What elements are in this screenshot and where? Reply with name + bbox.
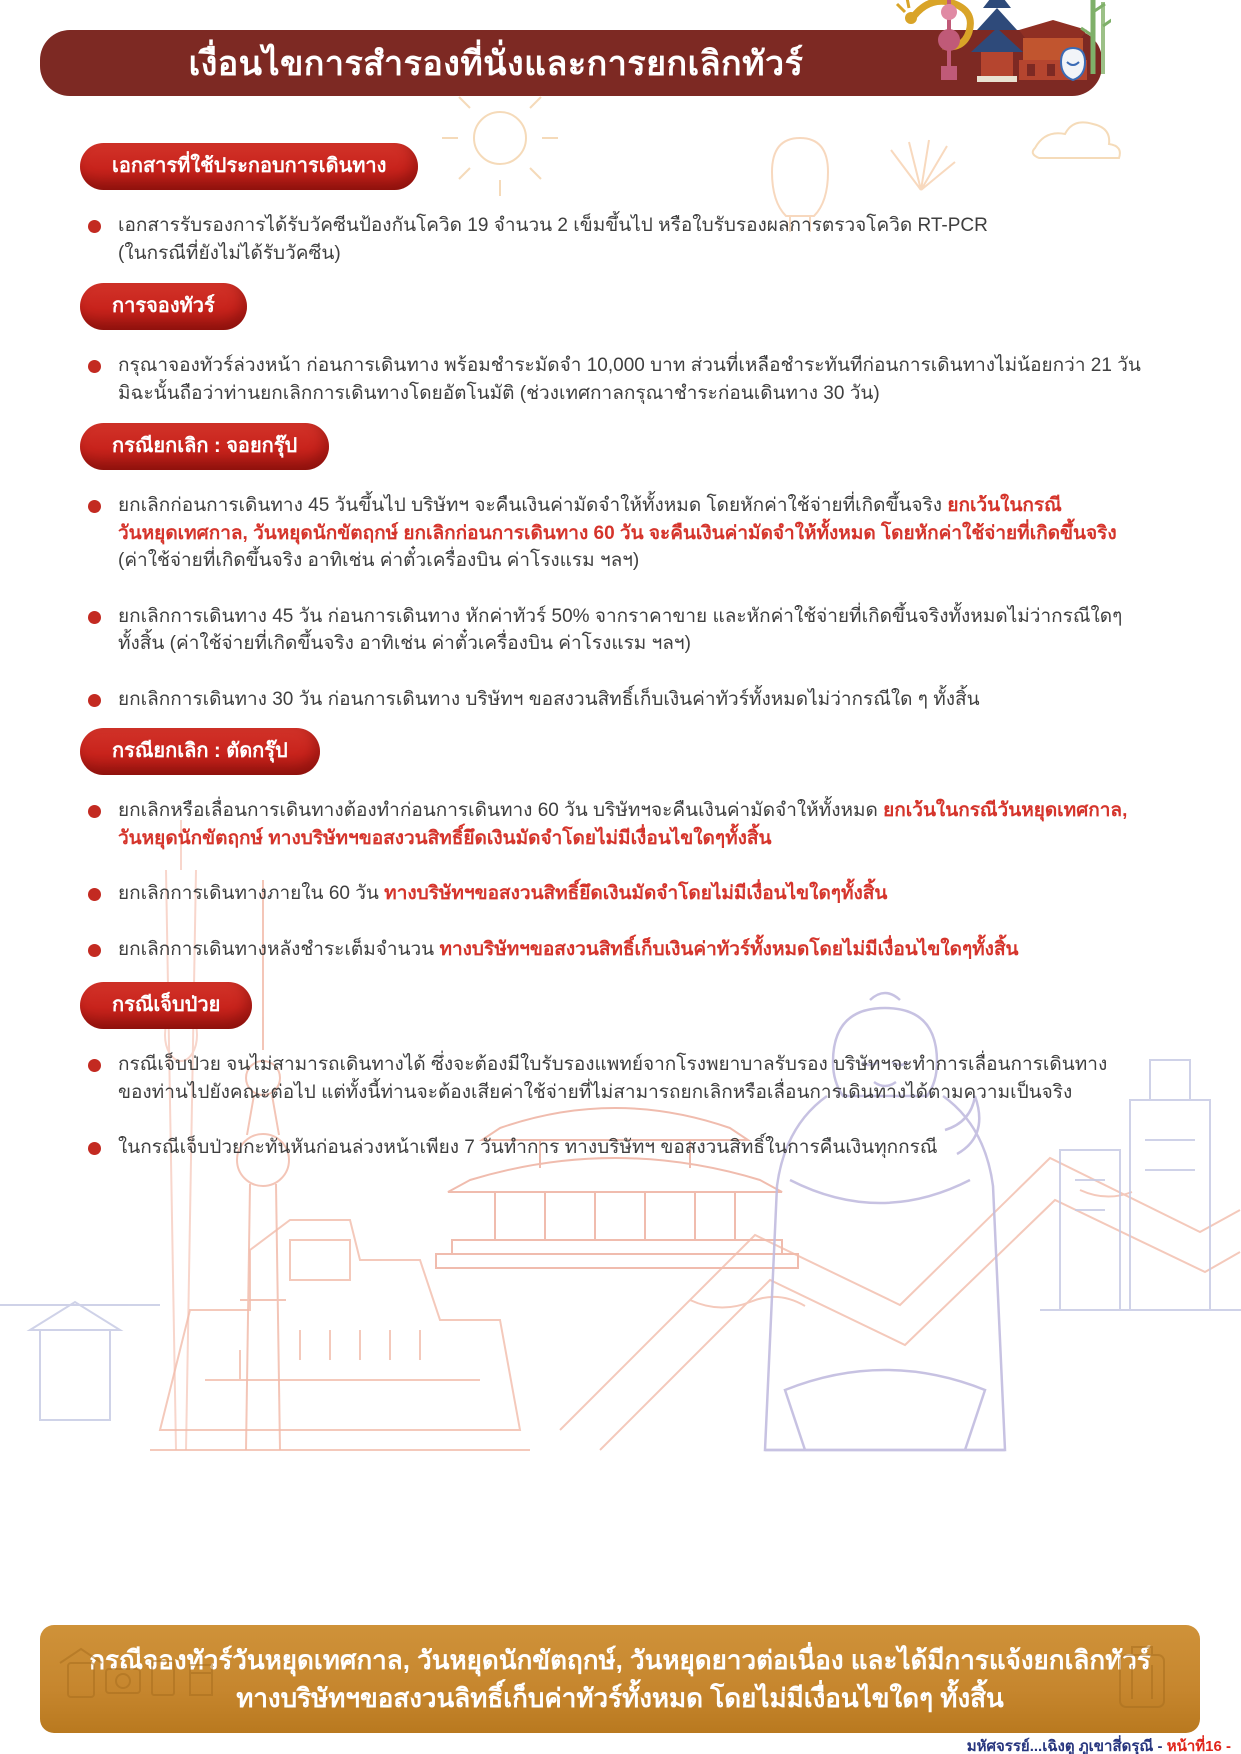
door-icon — [68, 1663, 94, 1697]
suitcase-icon — [1120, 1655, 1164, 1707]
bullet-text — [118, 212, 988, 267]
passport-icon — [152, 1661, 174, 1695]
bullet-text — [118, 1051, 1107, 1106]
emphasis-text: วันหยุดเทศกาล, วันหยุดนักขัตฤกษ์ ยกเลิกก่อนการเดินทาง 60 วัน จะคืนเงินค่ามัดจำให้ทั้งหมด โดยหักค่าใช้จ่ายที่เกิดขึ้นจริง — [118, 522, 1117, 544]
body-text: ยกเลิกหรือเลื่อนการเดินทางต้องทำก่อนการเดินทาง 60 วัน บริษัทฯจะคืนเงินค่ามัดจำให้ทั้งหมด — [118, 800, 884, 821]
travel-icons-decoration — [40, 1625, 1200, 1733]
page-title: เงื่อนไขการสำรองที่นั่งและการยกเลิกทัวร์ — [188, 45, 804, 83]
great-wall-icon — [560, 1158, 1240, 1450]
body-text: ยกเลิกการเดินทางหลังชำระเต็มจำนวน — [118, 938, 440, 960]
bullet-icon — [88, 944, 101, 957]
body-text: ยกเลิกการเดินทาง 30 วัน ก่อนการเดินทาง บริษัทฯ ขอสงวนสิทธิ์เก็บเงินค่าทัวร์ทั้งหมดไม่ว่ากรณีใด ๆ ทั้งสิ้น — [118, 688, 980, 710]
page-number: หน้าที่16 - — [1166, 1738, 1231, 1754]
policy-bullet — [80, 1051, 1191, 1106]
policy-bullet — [80, 880, 1191, 908]
holiday-notice-line2: ทางบริษัทฯขอสงวนลิทธิ์เก็บค่าทัวร์ทั้งหมด โดยไม่มีเงื่อนไขใดๆ ทั้งสิ้น — [236, 1683, 1004, 1713]
camera-icon — [106, 1669, 140, 1693]
bullet-icon — [88, 694, 101, 707]
body-text: เอกสารรับรองการได้รับวัคซีนป้องกันโควิด 19 จำนวน 2 เข็มขึ้นไป หรือใบรับรองผลการตรวจโควิด RT-PCR — [118, 215, 988, 236]
section-cancel-join-group — [80, 423, 1191, 741]
porcelain-vase-icon — [1061, 48, 1085, 80]
body-text: (ในกรณีที่ยังไม่ได้รับวัคซีน) — [118, 242, 341, 264]
section-booking — [80, 283, 1191, 435]
body-text: ยกเลิกการเดินทาง 45 วัน ก่อนการเดินทาง หักค่าทัวร์ 50% จากราคาขาย และหักค่าใช้จ่ายที่เกิดขึ้นจริงทั้งหมดไม่ว่ากรณีใดๆ — [118, 605, 1123, 627]
policy-bullet — [80, 212, 1191, 267]
header-illustration — [851, 0, 1111, 90]
body-text: ยกเลิกก่อนการเดินทาง 45 วันขึ้นไป บริษัทฯ จะคืนเงินค่ามัดจำให้ทั้งหมด โดยหักค่าใช้จ่ายที่เกิดขึ้นจริง — [118, 495, 948, 516]
body-text: ทั้งสิ้น (ค่าใช้จ่ายที่เกิดขึ้นจริง อาทิเช่น ค่าตั๋วเครื่องบิน ค่าโรงแรม ฯลฯ) — [118, 633, 691, 654]
body-text: ในกรณีเจ็บป่วยกะทันหันก่อนล่วงหน้าเพียง 7 วันทำการ ทางบริษัทฯ ขอสงวนสิทธิ์ในการคืนเงินทุกกรณี — [118, 1137, 938, 1158]
bullet-icon — [88, 500, 101, 513]
policy-bullet — [80, 492, 1191, 575]
policy-bullet — [80, 797, 1191, 852]
policy-bullet — [80, 936, 1191, 964]
body-text: มิฉะนั้นถือว่าท่านยกเลิกการเดินทางโดยอัตโนมัติ (ช่วงเทศกาลกรุณาชำระก่อนเดินทาง 30 วัน) — [118, 382, 880, 404]
bullet-icon — [88, 220, 101, 233]
trip-name: มหัศจรรย์...เฉิงตู ภูเขาสี่ดรุณี - — [966, 1738, 1167, 1754]
emphasis-text: ยกเว้นในกรณีวันหยุดเทศกาล, — [883, 800, 1128, 821]
bullet-icon — [88, 1142, 101, 1155]
emphasis-text: ทางบริษัทฯขอสงวนสิทธิ์ยึดเงินมัดจำโดยไม่มีเงื่อนไขใดๆทั้งสิ้น — [384, 883, 888, 904]
holiday-notice-line1: กรณีจองทัวร์วันหยุดเทศกาล, วันหยุดนักขัตฤกษ์, วันหยุดยาวต่อเนื่อง และได้มีการแจ้งยกเลิกทัวร์ — [89, 1645, 1151, 1675]
bullet-text — [118, 797, 1127, 852]
section-cancel-cut-group — [80, 728, 1191, 991]
policy-bullet — [80, 603, 1191, 658]
potala-palace-icon — [150, 1220, 530, 1450]
policy-bullet — [80, 352, 1191, 407]
section-badge-cancel-cut-group: กรณียกเลิก : ตัดกรุ๊ป — [80, 728, 320, 775]
bullet-text — [118, 492, 1117, 575]
bullet-text — [118, 936, 1019, 964]
bullet-text — [118, 1134, 937, 1162]
policy-bullet — [80, 1134, 1191, 1162]
bullet-icon — [88, 611, 101, 624]
oriental-pearl-tower-icon — [938, 0, 960, 80]
bullet-text — [118, 686, 980, 714]
bullet-text — [118, 603, 1122, 658]
bullet-text — [118, 880, 887, 908]
section-badge-sickness: กรณีเจ็บป่วย — [80, 982, 252, 1029]
page-footer — [967, 1734, 1231, 1754]
emphasis-text: ทางบริษัทฯขอสงวนสิทธิ์เก็บเงินค่าทัวร์ทั้งหมดโดยไม่มีเงื่อนไขใดๆทั้งสิ้น — [439, 938, 1019, 960]
emphasis-text: วันหยุดนักขัตฤกษ์ ทางบริษัทฯขอสงวนสิทธิ์ยึดเงินมัดจำโดยไม่มีเงื่อนไขใดๆทั้งสิ้น — [118, 827, 772, 849]
section-badge-booking: การจองทัวร์ — [80, 283, 247, 330]
temple-of-heaven-icon — [971, 0, 1023, 82]
body-text: กรุณาจองทัวร์ล่วงหน้า ก่อนการเดินทาง พร้อมชำระมัดจำ 10,000 บาท ส่วนที่เหลือชำระทันทีก่อนการเดินทางไม่น้อยกว่า 21 วัน — [118, 355, 1141, 376]
policy-bullet — [80, 686, 1191, 714]
bullet-text — [118, 352, 1141, 407]
body-text: ยกเลิกการเดินทางภายใน 60 วัน — [118, 883, 385, 904]
section-documents — [80, 143, 1191, 295]
bullet-icon — [88, 360, 101, 373]
holiday-notice-banner — [40, 1625, 1200, 1733]
section-badge-cancel-join-group: กรณียกเลิก : จอยกรุ๊ป — [80, 423, 329, 470]
bullet-icon — [88, 805, 101, 818]
section-sickness — [80, 982, 1191, 1190]
emphasis-text: ยกเว้นในกรณี — [947, 495, 1062, 516]
bullet-icon — [88, 1059, 101, 1072]
bullet-icon — [88, 888, 101, 901]
body-text: กรณีเจ็บป่วย จนไม่สามารถเดินทางได้ ซึ่งจะต้องมีใบรับรองแพทย์จากโรงพยาบาลรับรอง บริษัทฯจะทำการเลื่อนการเดินทาง — [118, 1054, 1108, 1075]
body-text: (ค่าใช้จ่ายที่เกิดขึ้นจริง อาทิเช่น ค่าตั๋วเครื่องบิน ค่าโรงแรม ฯลฯ) — [118, 550, 640, 571]
map-icon — [190, 1665, 212, 1695]
body-text: ของท่านไปยังคณะต่อไป แต่ทั้งนี้ท่านจะต้องเสียค่าใช้จ่ายที่ไม่สามารถยกเลิกหรือเลื่อนการเดินทางได้ตามความเป็นจริง — [118, 1081, 1073, 1103]
section-badge-documents: เอกสารที่ใช้ประกอบการเดินทาง — [80, 143, 418, 190]
